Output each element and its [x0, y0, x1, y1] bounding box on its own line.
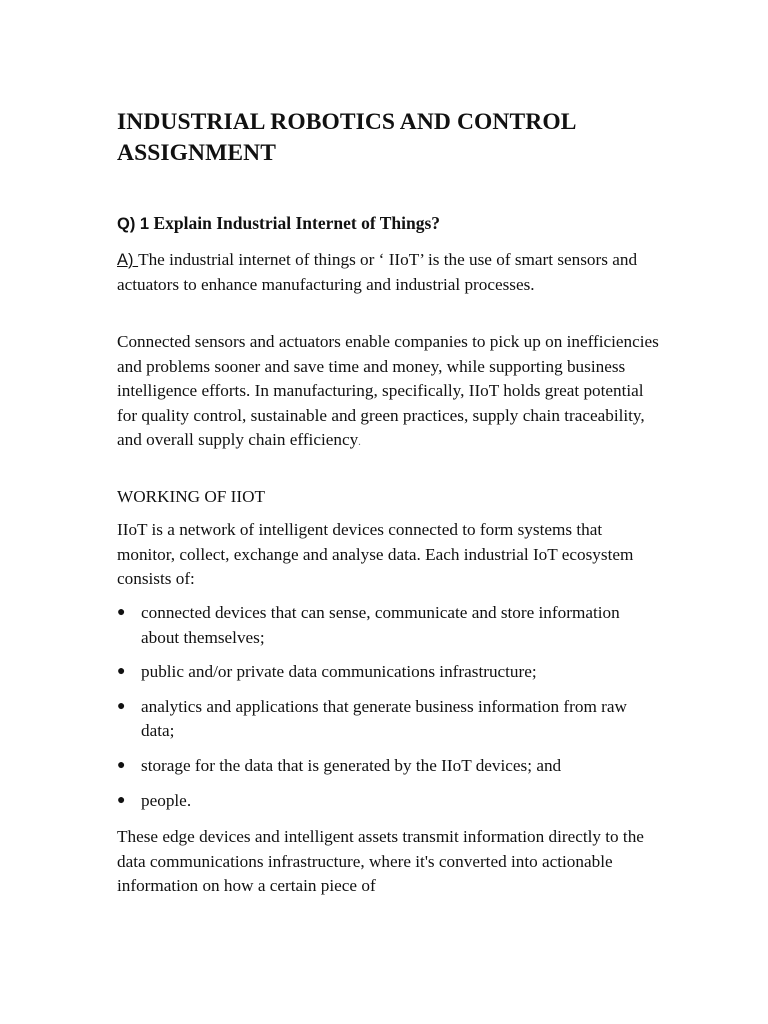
answer-paragraph: [117, 248, 662, 297]
list-item: [117, 660, 662, 685]
list-item-text: public and/or private data communications infrastructure;: [141, 662, 537, 682]
edge-devices-paragraph: These edge devices and intelligent assets transmit information directly to the data communications infrastructure, where it's converted into actionable information on how a certain piece of: [117, 827, 644, 896]
list-item-text: storage for the data that is generated by the IIoT devices; and: [141, 755, 562, 775]
list-item: [117, 695, 662, 744]
list-item: [117, 754, 662, 779]
list-item-text: analytics and applications that generate business information from raw data;: [141, 696, 627, 741]
list-item-text: connected devices that can sense, communicate and store information about themselves;: [141, 603, 620, 647]
connected-sensors-text: Connected sensors and actuators enable companies to pick up on inefficiencies and problems sooner and save time and money, while supporting business intelligence efforts. In manufacturing, specifically, IIoT holds great potential for quality control, sustainable and green practices, supply chain traceability, and overall supply chain efficiency: [117, 332, 659, 450]
connected-sensors-paragraph: [117, 330, 662, 455]
list-item: [117, 789, 662, 814]
question-text: Explain Industrial Internet of Things?: [149, 213, 441, 233]
answer-label: A): [117, 251, 139, 269]
bullet-dot-icon: ●: [117, 605, 126, 620]
question-heading: [117, 212, 440, 235]
question-number: Q) 1: [117, 215, 150, 233]
ecosystem-component-list: [117, 601, 662, 823]
answer-intro-text: The industrial internet of things or ‘ IIoT’ is the use of smart sensors and actuators to enhance manufacturing and industrial processes.: [117, 250, 638, 294]
working-of-iiot-heading: WORKING OF IIOT: [117, 487, 265, 506]
assignment-title: INDUSTRIAL ROBOTICS AND CONTROL ASSIGNMENT: [117, 109, 576, 166]
bullet-dot-icon: ●: [117, 664, 126, 680]
paragraph-end-dot: .: [358, 436, 361, 449]
bullet-dot-icon: ●: [117, 698, 126, 714]
list-item: [117, 601, 662, 650]
bullet-dot-icon: ●: [117, 792, 126, 808]
list-item-text: people.: [141, 790, 192, 810]
bullet-dot-icon: ●: [117, 757, 126, 773]
iiot-network-paragraph: IIoT is a network of intelligent devices connected to form systems that monitor, collect, exchange and analyse data. Each industrial IoT ecosystem consists of:: [117, 520, 634, 589]
